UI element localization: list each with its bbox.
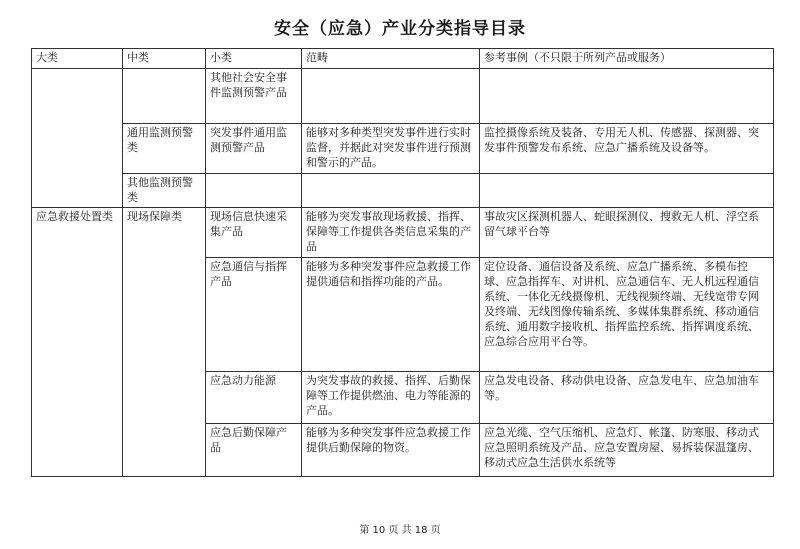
catalog-table (31, 48, 774, 477)
cell-examples (480, 174, 774, 208)
cell-examples: 应急光缆、空气压缩机、应急灯、帐篷、防寒服、移动式应急照明系统及产品、应急安置房屋、易拆装保温篷房、移动式应急生活供水系统等 (480, 424, 774, 477)
cell-scope: 为突发事故的救援、指挥、后勤保障等工作提供燃油、电力等能源的产品。 (302, 372, 480, 424)
cell-medium (123, 69, 206, 124)
table-row (32, 208, 774, 258)
cell-minor: 应急通信与指挥产品 (206, 258, 302, 372)
cell-scope: 能够为多种突发事件应急救援工作提供通信和指挥功能的产品。 (302, 258, 480, 372)
cell-examples (480, 69, 774, 124)
cell-examples: 定位设备、通信设备及系统、应急广播系统、多模布控球、应急指挥车、对讲机、应急通信车、无人机远程通信系统、一体化无线摄像机、无线视频终端、无线宽带专网及终端、无线图像传输系统、多媒体集群系统、移动通信系统、通用数字接收机、指挥监控系统、指挥调度系统、应急综合应用平台等。 (480, 258, 774, 372)
cell-minor: 应急动力能源 (206, 372, 302, 424)
cell-examples: 应急发电设备、移动供电设备、应急发电车、应急加油车等。 (480, 372, 774, 424)
cell-minor: 突发事件通用监测预警产品 (206, 124, 302, 174)
cell-minor: 现场信息快速采集产品 (206, 208, 302, 258)
cell-scope: 能够为突发事故现场救援、指挥、保障等工作提供各类信息采集的产品 (302, 208, 480, 258)
header-medium: 中类 (123, 49, 206, 69)
header-minor: 小类 (206, 49, 302, 69)
cell-minor: 应急后勤保障产品 (206, 424, 302, 477)
header-major: 大类 (32, 49, 123, 69)
header-examples: 参考事例（不只限于所列产品或服务） (480, 49, 774, 69)
cell-scope (302, 174, 480, 208)
table-header-row (32, 49, 774, 69)
table-row (32, 69, 774, 124)
cell-scope (302, 69, 480, 124)
cell-major (32, 69, 123, 208)
cell-medium: 其他监测预警类 (123, 174, 206, 208)
table-row (32, 174, 774, 208)
cell-examples: 事故灾区探测机器人、蛇眼探测仪、搜救无人机、浮空系留气球平台等 (480, 208, 774, 258)
table-row (32, 124, 774, 174)
cell-minor: 其他社会安全事件监测预警产品 (206, 69, 302, 124)
page-number: 第 10 页 共 18 页 (359, 525, 441, 536)
page-title: 安全（应急）产业分类指导目录 (274, 19, 526, 39)
cell-examples: 监控摄像系统及装备、专用无人机、传感器、探测器、突发事件预警发布系统、应急广播系统及设备等。 (480, 124, 774, 174)
cell-scope: 能够为多种突发事件应急救援工作提供后勤保障的物资。 (302, 424, 480, 477)
cell-medium: 通用监测预警类 (123, 124, 206, 174)
cell-medium: 现场保障类 (123, 208, 206, 477)
cell-major: 应急救援处置类 (32, 208, 123, 477)
cell-minor (206, 174, 302, 208)
header-scope: 范畴 (302, 49, 480, 69)
cell-scope: 能够对多种类型突发事件进行实时监督，并据此对突发事件进行预测和警示的产品。 (302, 124, 480, 174)
